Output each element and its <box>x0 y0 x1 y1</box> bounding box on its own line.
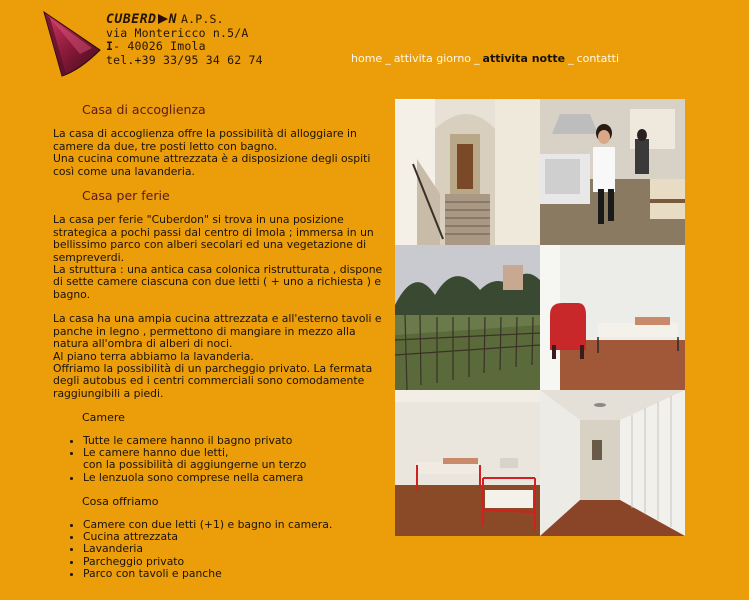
camere-list <box>53 435 393 485</box>
nav-attivita-giorno[interactable]: attivita giorno <box>393 52 472 65</box>
main-content <box>53 104 393 593</box>
nav-home[interactable]: home <box>351 52 383 65</box>
list-item: • Cucina attrezzata <box>83 531 393 543</box>
list-item: • Parco con tavoli e panche <box>83 568 393 580</box>
nav-contatti[interactable]: contatti <box>576 52 620 65</box>
photo-kitchen <box>540 99 685 245</box>
nav-separator: _ <box>385 52 391 65</box>
list-item: • Tutte le camere hanno il bagno privato <box>83 435 393 447</box>
ferie-paragraph-1: La casa per ferie "Cuberdon" si trova in una posizione strategica a pochi passi dal centro di Imola ; immersa in un bellissimo parco con alberi secolari ed una vegetazione di sempreverdi. La struttura : una antica casa colonica ristrutturata , dispone di sette camere ciascuna con due letti ( + uno a richiesta ) e bagno. <box>53 213 383 301</box>
nav-separator: _ <box>474 52 480 65</box>
subsection-title-offriamo: Cosa offriamo <box>82 495 159 509</box>
photo-staircase <box>395 99 540 245</box>
list-item: • Le lenzuola sono comprese nella camera <box>83 472 393 484</box>
photo-gallery <box>395 99 685 536</box>
list-item: • Le camere hanno due letti, con la possibilità di aggiungerne un terzo <box>83 447 393 472</box>
photo-bedroom-beds <box>395 390 540 536</box>
brand-triangle-icon <box>158 14 168 24</box>
ferie-paragraph-2: La casa ha una ampia cucina attrezzata e all'esterno tavoli e panche in legno , permettono di mangiare in mezzo alla natura all'ombra di alberi di noci. Al piano terra abbiamo la lavanderia. Offriamo la possibilità di un parcheggio privato. La fermata degli autobus ed i centri commerciali sono comodamente raggiungibili a piedi. <box>53 312 382 400</box>
brand-name: CUBERD N <box>106 12 177 27</box>
section-title-accoglienza: Casa di accoglienza <box>82 102 206 117</box>
address-phone: tel.+39 33/95 34 62 74 <box>106 52 263 67</box>
list-item: • Camere con due letti (+1) e bagno in camera. <box>83 519 393 531</box>
nav-separator: _ <box>568 52 574 65</box>
main-nav <box>351 52 619 65</box>
accoglienza-description: La casa di accoglienza offre la possibilità di alloggiare in camere da due, tre posti letto con bagno. Una cucina comune attrezzata è a disposizione degli ospiti così come una lavanderia. <box>53 127 371 178</box>
list-item: • Lavanderia <box>83 543 393 555</box>
address-street: via Montericco n.5/A <box>106 25 249 40</box>
subsection-title-camere: Camere <box>82 411 125 425</box>
contact-address <box>106 13 263 67</box>
list-item: • Parcheggio privato <box>83 556 393 568</box>
address-city: I- 40026 Imola <box>106 39 206 53</box>
nav-attivita-notte[interactable]: attivita notte <box>482 52 566 65</box>
section-title-ferie: Casa per ferie <box>82 188 170 204</box>
photo-vineyard <box>395 245 540 390</box>
photo-corridor <box>540 390 685 536</box>
photo-bedroom-armchair <box>540 245 685 390</box>
cuberdon-logo <box>40 8 102 78</box>
offriamo-list <box>53 519 393 581</box>
brand-suffix: A.P.S. <box>181 12 224 26</box>
